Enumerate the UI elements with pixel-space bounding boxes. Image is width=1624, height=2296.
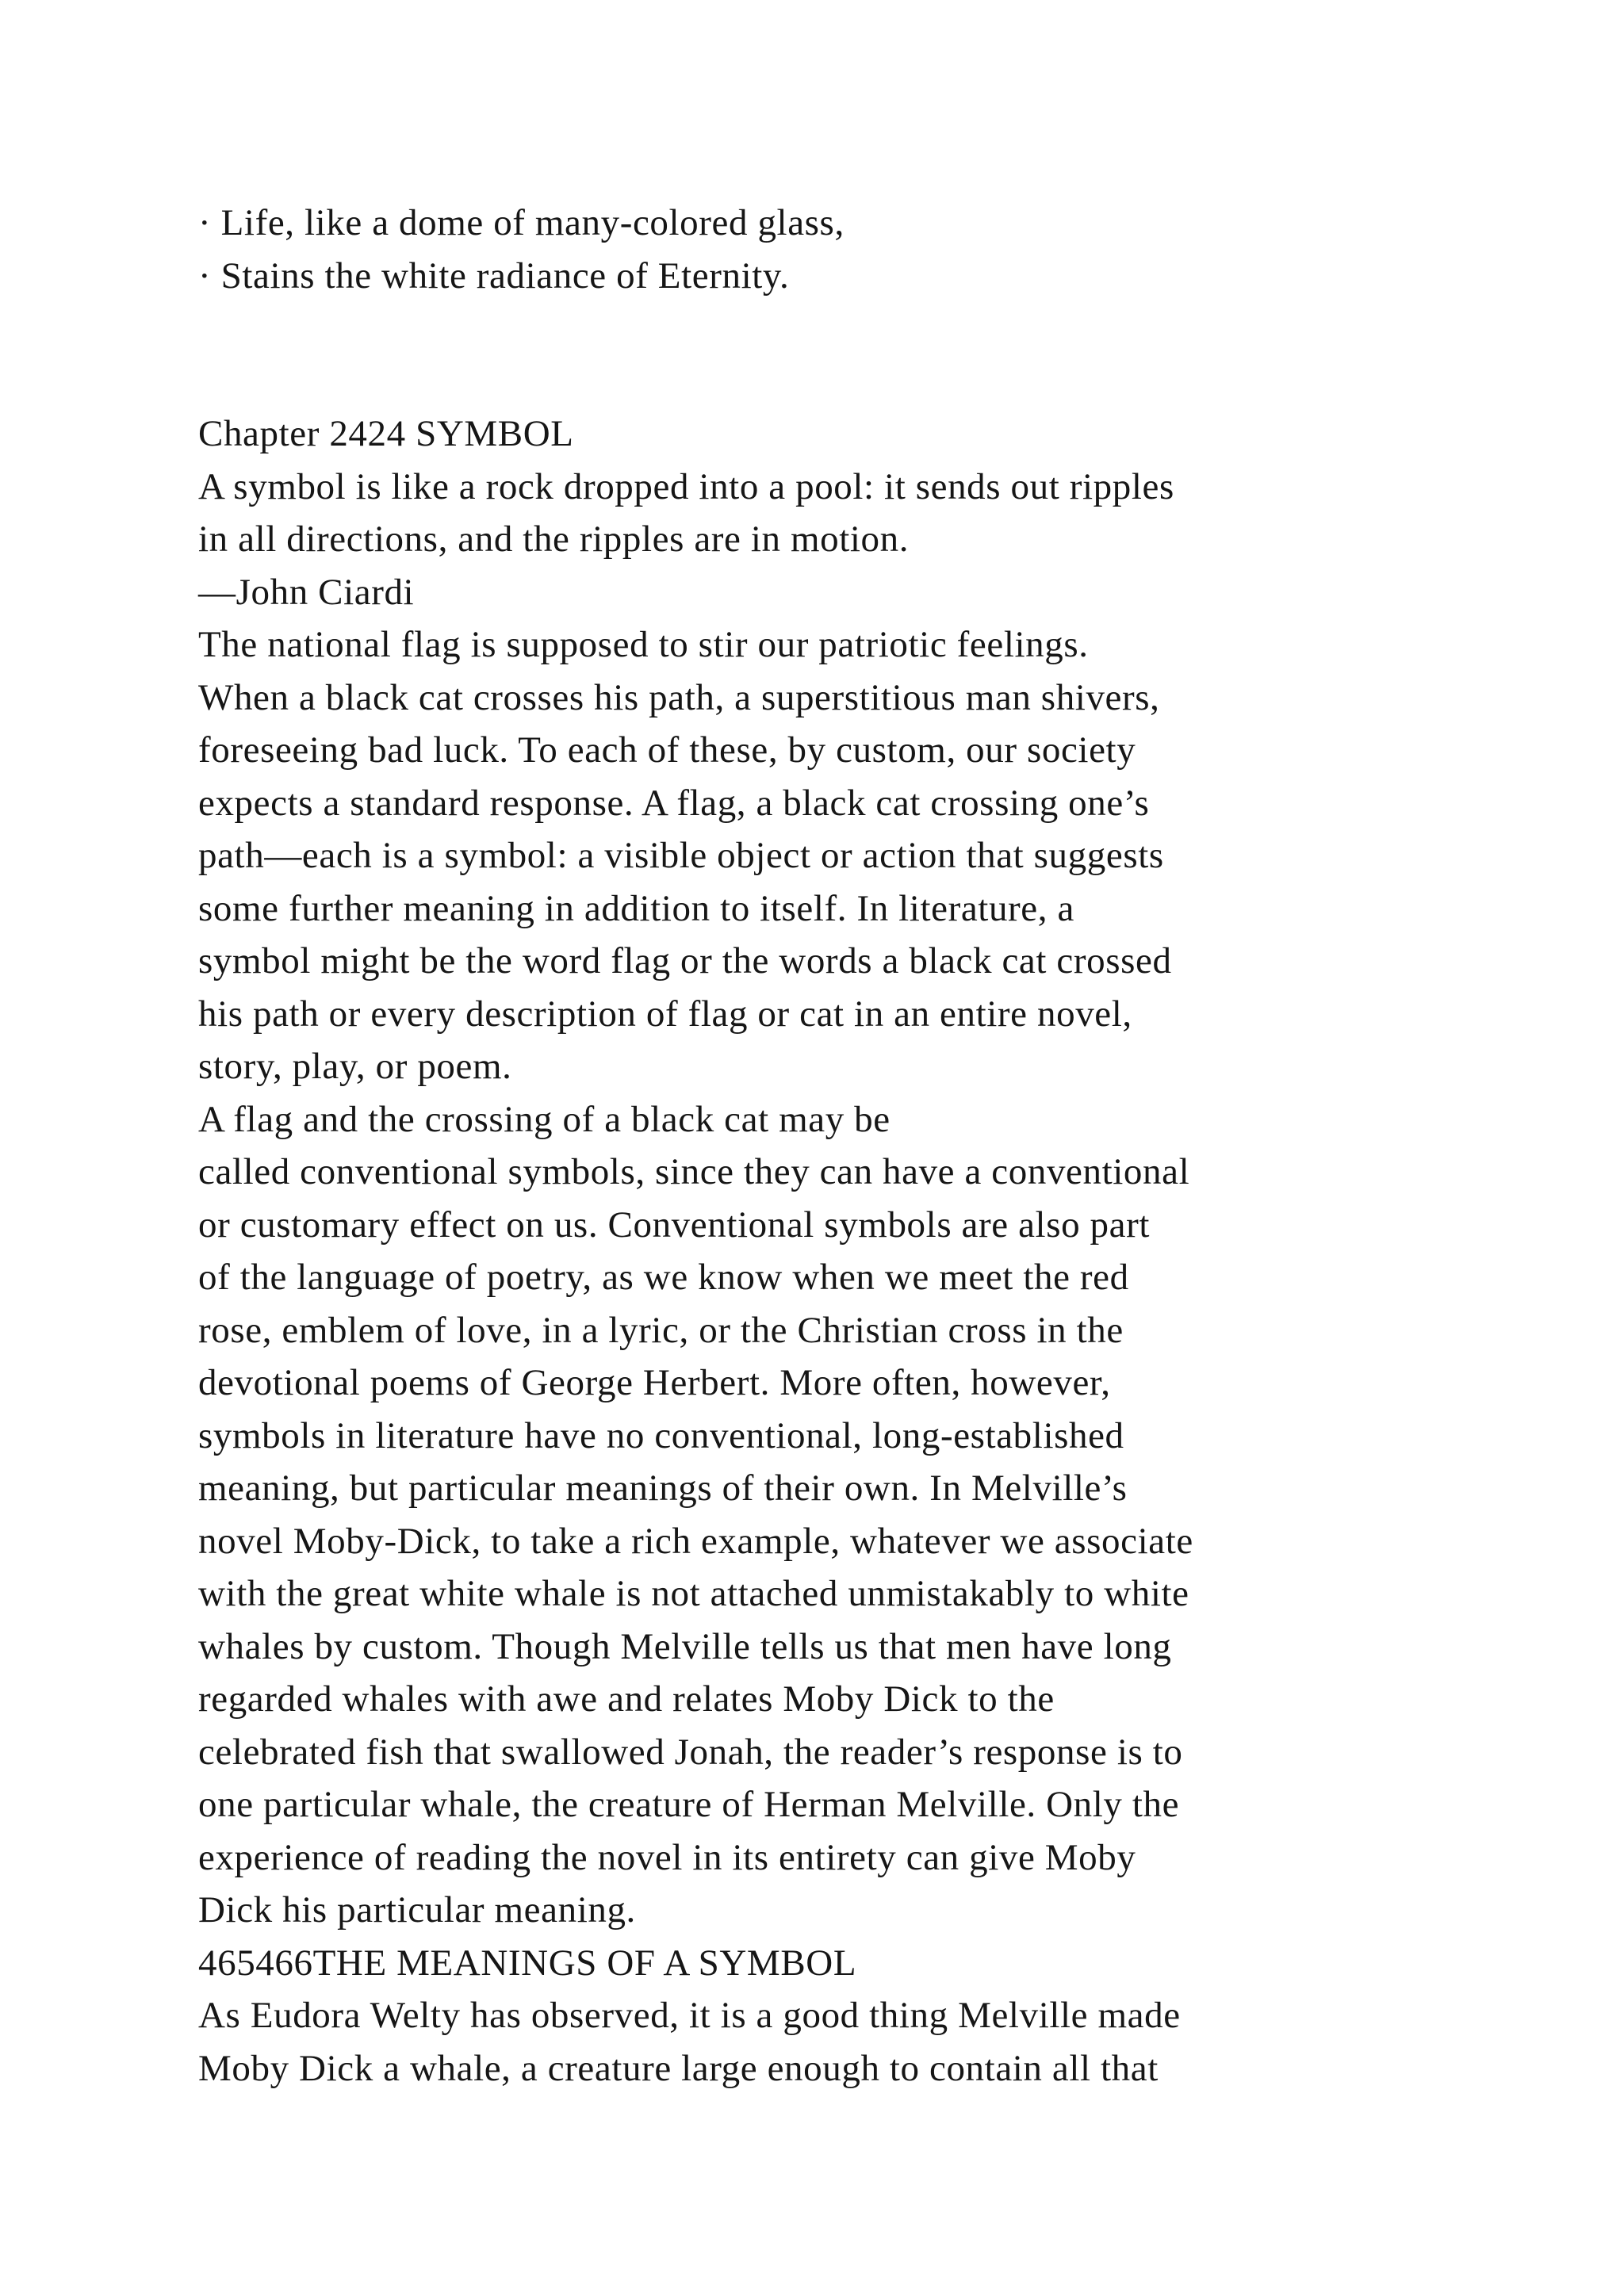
quote-attribution: —John Ciardi <box>198 571 415 613</box>
paragraph-line: foreseeing bad luck. To each of these, by custom, our society <box>198 729 1136 771</box>
paragraph-line: called conventional symbols, since they can have a conventional <box>198 1151 1190 1192</box>
paragraph-line: with the great white whale is not attached unmistakably to white <box>198 1573 1189 1614</box>
paragraph-line: his path or every description of flag or cat in an entire novel, <box>198 993 1132 1035</box>
paragraph-line: symbols in literature have no conventional, long-established <box>198 1414 1124 1456</box>
paragraph-line: whales by custom. Though Melville tells us that men have long <box>198 1625 1172 1667</box>
quote-line: in all directions, and the ripples are in motion. <box>198 519 910 560</box>
paragraph-line: Dick his particular meaning. <box>198 1889 636 1931</box>
paragraph-line: Moby Dick a whale, a creature large enough to contain all that <box>198 2047 1159 2089</box>
paragraph-line: The national flag is supposed to stir our patriotic feelings. <box>198 624 1089 665</box>
paragraph-line: regarded whales with awe and relates Moby Dick to the <box>198 1678 1055 1720</box>
paragraph-line: one particular whale, the creature of Herman Melville. Only the <box>198 1784 1180 1825</box>
paragraph-line: expects a standard response. A flag, a black cat crossing one’s <box>198 782 1150 824</box>
paragraph-line: experience of reading the novel in its entirety can give Moby <box>198 1836 1136 1878</box>
chapter-heading: Chapter 2424 SYMBOL <box>198 413 574 454</box>
document-text <box>198 197 1515 2095</box>
paragraph-line: some further meaning in addition to itself. In literature, a <box>198 887 1074 929</box>
epigraph-line: · Stains the white radiance of Eternity. <box>198 254 790 297</box>
paragraph-line: When a black cat crosses his path, a superstitious man shivers, <box>198 676 1160 718</box>
paragraph-line: rose, emblem of love, in a lyric, or the Christian cross in the <box>198 1309 1124 1351</box>
paragraph-line: devotional poems of George Herbert. More often, however, <box>198 1362 1111 1403</box>
quote-line: A symbol is like a rock dropped into a pool: it sends out ripples <box>198 465 1174 507</box>
paragraph-line: story, play, or poem. <box>198 1046 512 1087</box>
paragraph-line: or customary effect on us. Conventional symbols are also part <box>198 1203 1151 1246</box>
paragraph-line: As Eudora Welty has observed, it is a good thing Melville made <box>198 1995 1181 2036</box>
section-spacer <box>198 302 1515 408</box>
paragraph-line: symbol might be the word flag or the words a black cat crossed <box>198 940 1172 982</box>
paragraph-line: celebrated fish that swallowed Jonah, the reader’s response is to <box>198 1731 1183 1773</box>
paragraph-line: novel Moby-Dick, to take a rich example, whatever we associate <box>198 1520 1193 1562</box>
epigraph-line: · Life, like a dome of many-colored glass, <box>198 202 845 243</box>
paragraph-line: of the language of poetry, as we know when we meet the red <box>198 1257 1129 1298</box>
paragraph-line: path—each is a symbol: a visible object or action that suggests <box>198 835 1164 876</box>
paragraph-line: meaning, but particular meanings of their own. In Melville’s <box>198 1468 1128 1509</box>
section-heading: 465466THE MEANINGS OF A SYMBOL <box>198 1942 857 1984</box>
paragraph-line: A flag and the crossing of a black cat may be <box>198 1098 891 1140</box>
